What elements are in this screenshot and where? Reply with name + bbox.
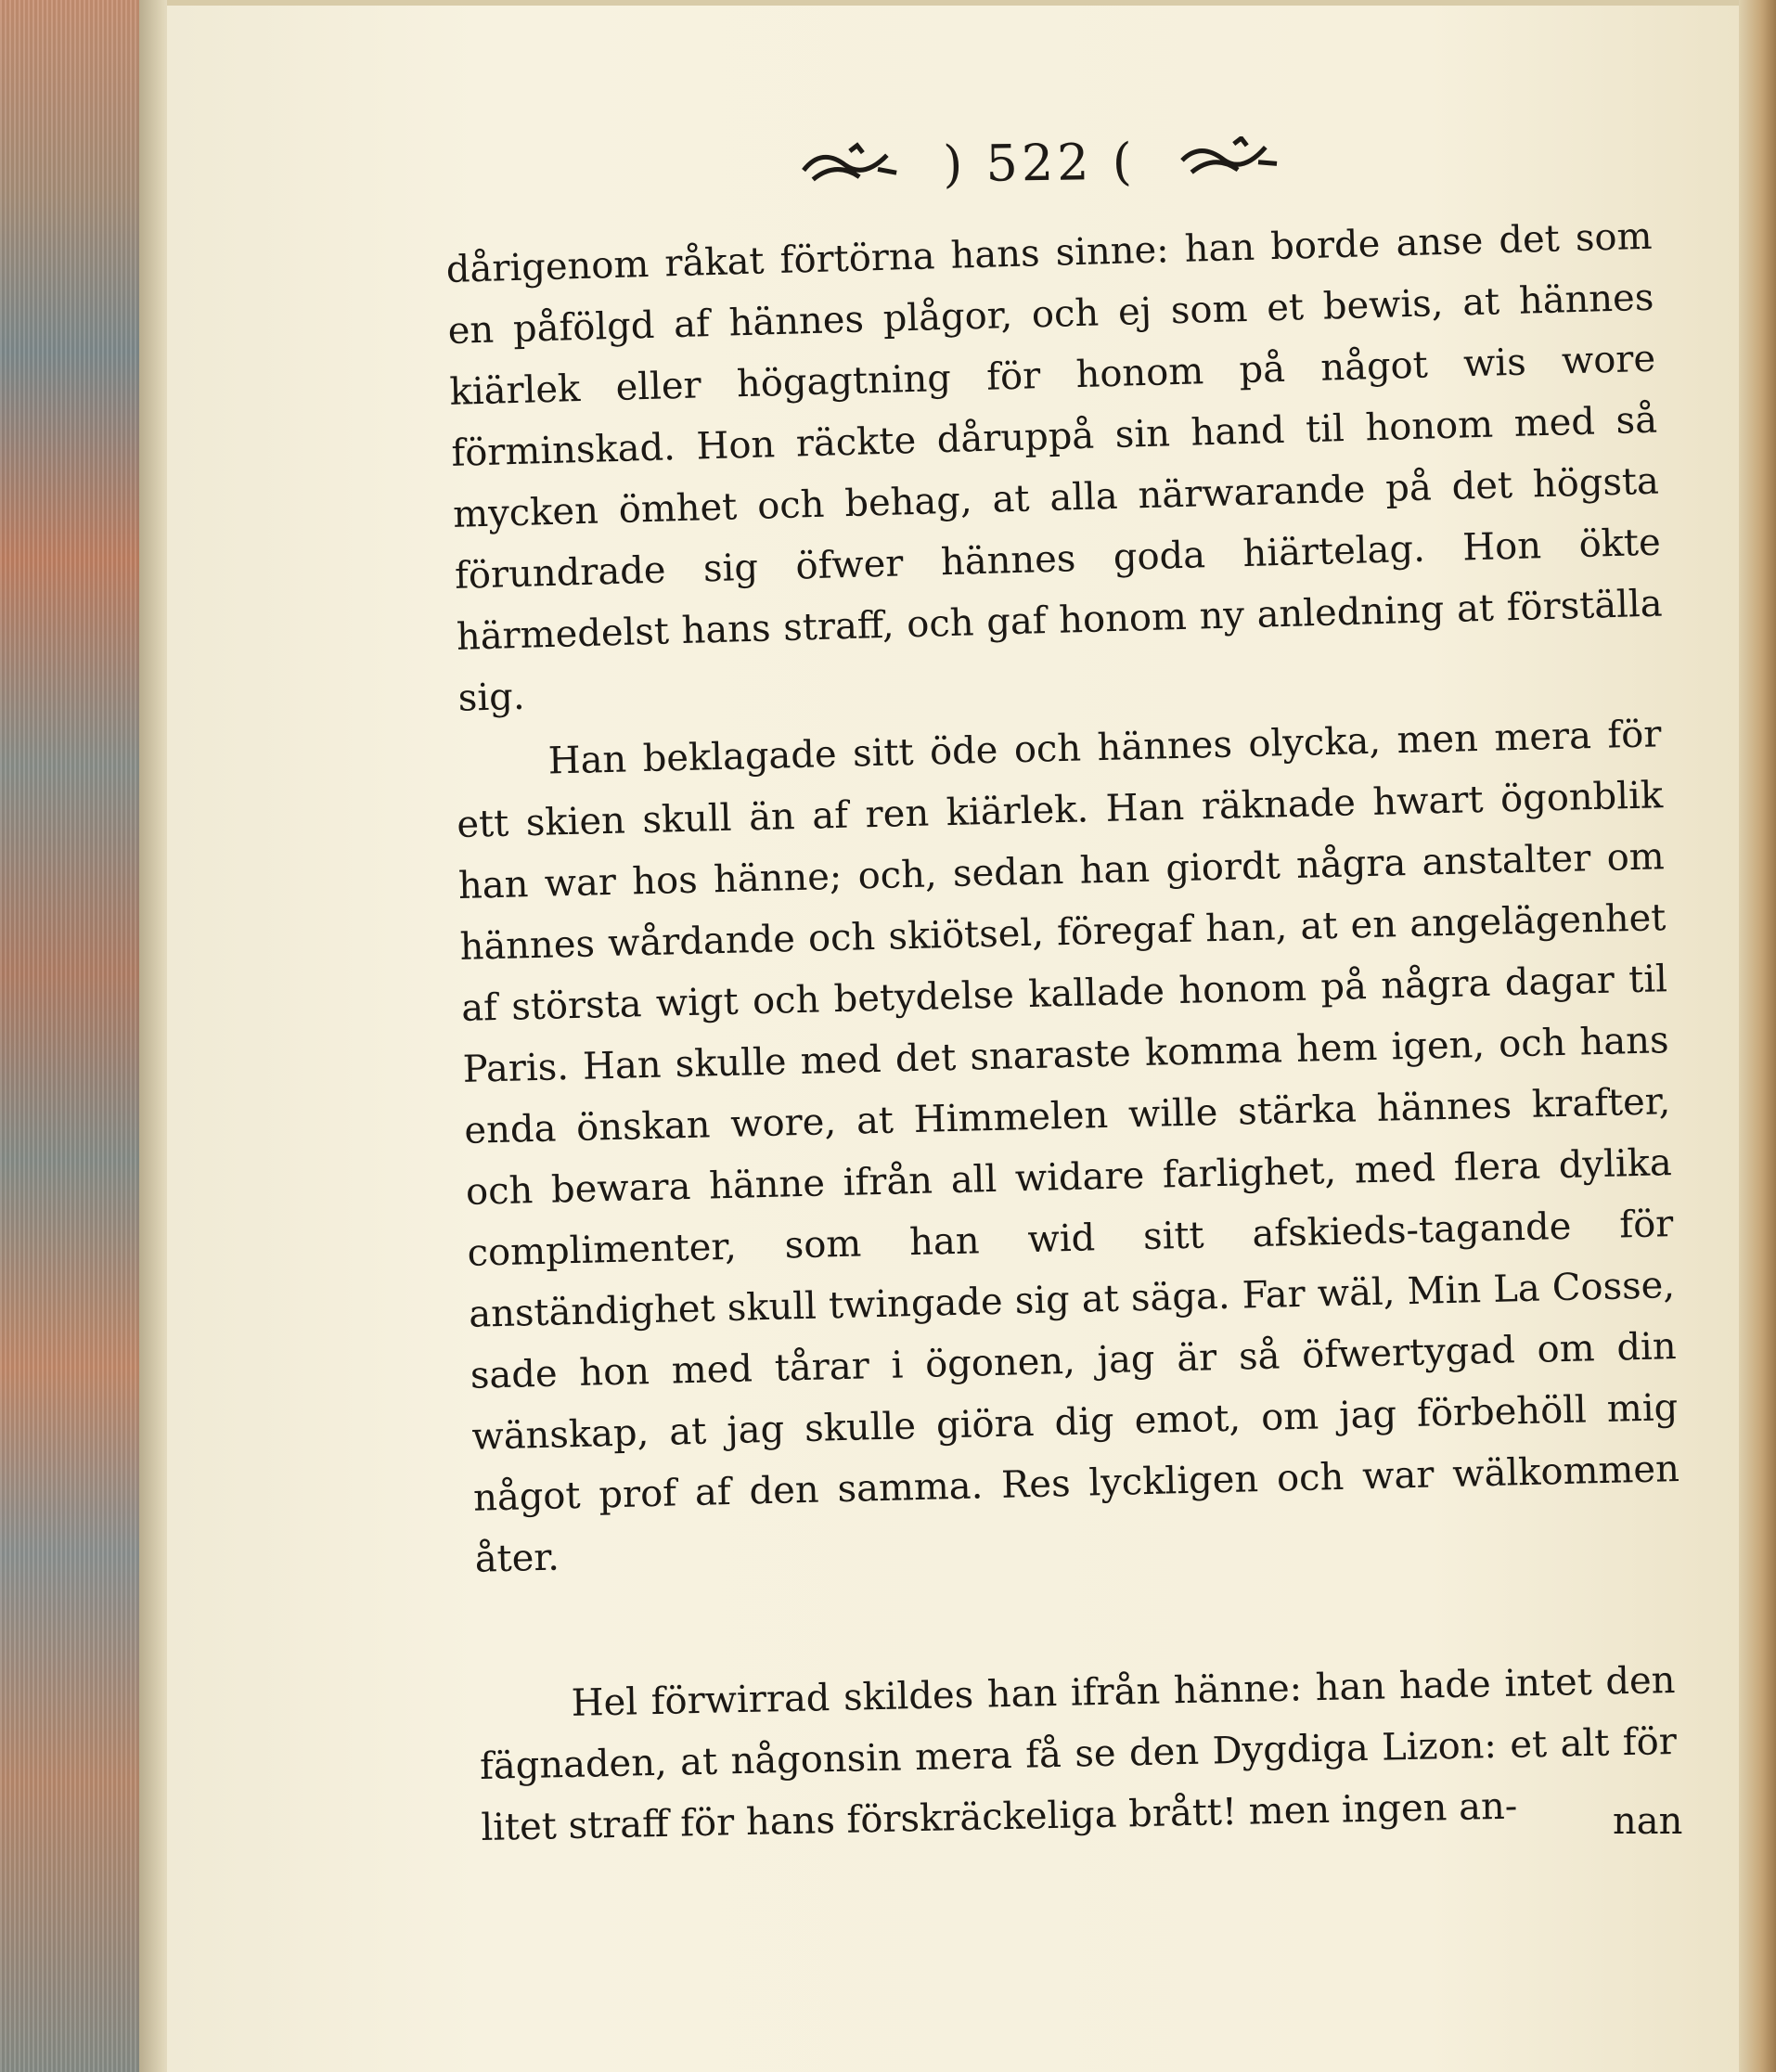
catchword: nan xyxy=(1613,1800,1683,1843)
paragraph-2: Han beklagade sitt öde och hännes olycka, men mera för ett skien skull än af ren kiärlek. Han räknade hwart ögonblik han war hos hänne; och, sedan han giordt några anstalter om hännes wårdande och skiötsel, föregaf han, at en angelägenhet af största wigt och betydelse kallade honom på några dagar til Paris. Han skulle med det snaraste komma hem igen, och hans enda önskan wore, at Himmelen wille stärka hännes krafter, och bewara hänne ifrån all widare farlighet, med flera dylika complimenter, som han wid sitt afskieds-tagande för anständighet skull twingade sig at säga. Far wäl, Min La Cosse, sade hon med tårar i ögonen, jag är så öfwertygad om din wänskap, at jag skulle giöra dig emot, om jag förbehöll mig något prof af den samma. Res lyckligen och war wälkommen åter. xyxy=(456,713,1680,1581)
left-ornament-icon xyxy=(794,141,907,189)
page-right-edge xyxy=(1739,0,1776,2072)
page-number: ) 522 ( xyxy=(942,132,1137,193)
paragraph-3: Hel förwirrad skildes han ifrån hänne: han hade intet den fägnaden, at någonsin mera få se den Dygdiga Lizon: et alt för litet straff för hans förskräckeliga brått! men ingen an- xyxy=(479,1658,1678,1849)
right-ornament-icon xyxy=(1172,135,1284,184)
page-header xyxy=(761,126,1319,199)
book-edge xyxy=(0,0,139,2072)
paragraph-1: dårigenom råkat förtörna hans sinne: han borde anse det som en påfölgd af hännes plågor, och ej som et bewis, at hännes kiärlek eller högagtning för honom på något wis wore förminskad. Hon räckte dåruppå sin hand til honom med så mycken ömhet och behag, at alla närwarande på det högsta förundrade sig öfwer hännes goda hiärtelag. Hon ökte härmedelst hans straff, och gaf honom ny anledning at förställa sig. xyxy=(445,214,1664,720)
